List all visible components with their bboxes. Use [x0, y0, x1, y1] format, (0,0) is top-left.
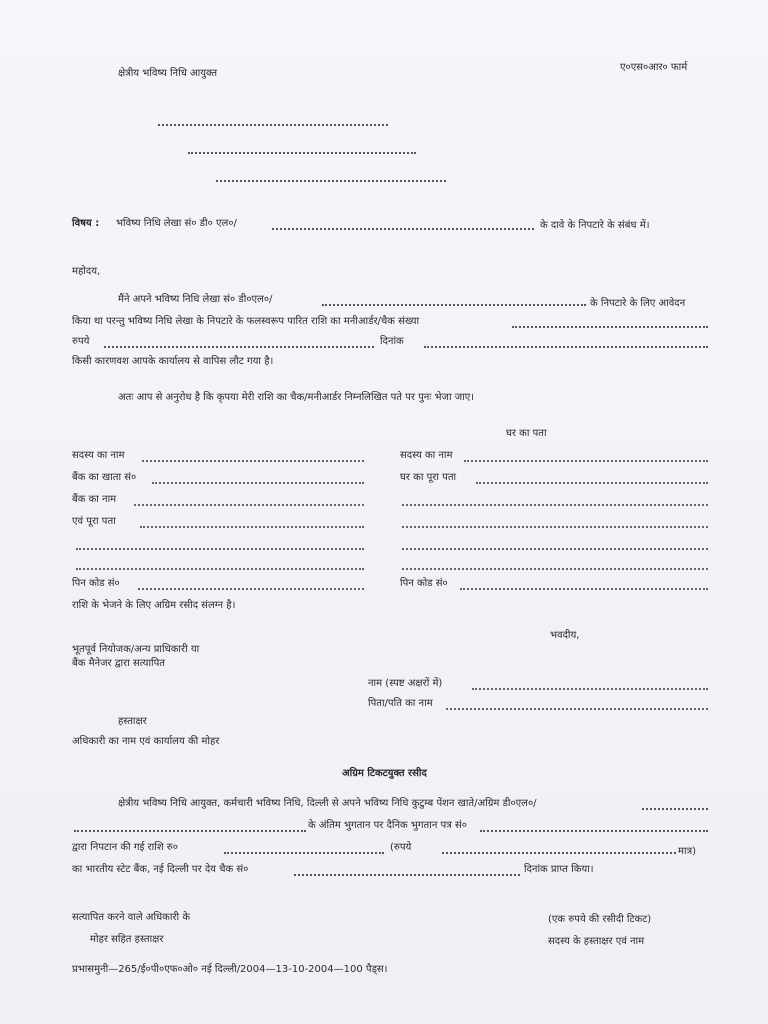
attestor-line-1: भूतपूर्व नियोजक/अन्य प्राधिकारी या: [72, 644, 200, 655]
right-address-line-4[interactable]: [402, 548, 708, 550]
address-dots-2: [188, 152, 416, 154]
body-line1-start: मैंने अपने भविष्य निधि लेखा सं० डी०एल०/: [118, 294, 273, 305]
member-signature-label: सदस्य के हस्ताक्षर एवं नाम: [548, 936, 645, 947]
right-address-line-3[interactable]: [402, 526, 708, 528]
right-pin-code: पिन कोड सं०: [400, 578, 448, 589]
attestor-line-2: बैंक मैनेजर द्वारा सत्यापित: [72, 658, 166, 669]
body-request: अतः आप से अनुरोध है कि कृपया मेरी राशि का चैक/मनीआर्डर निम्नलिखित पते पर पुनः भेजा जाए।: [118, 392, 475, 403]
receipt-line3-start: द्वारा निपटान की गई राशि रु०: [72, 842, 178, 853]
body-rupees: रुपये: [72, 336, 90, 347]
revenue-stamp-label: (एक रुपये की रसीदी टिकट): [548, 914, 652, 925]
subject-suffix: के दावे के निपटारे के संबंध में।: [540, 220, 650, 231]
name-capital-field[interactable]: [472, 688, 708, 690]
right-address-line-5[interactable]: [402, 568, 708, 570]
right-full-address: घर का पूरा पता: [400, 472, 457, 483]
left-pin-code-field[interactable]: [138, 588, 364, 590]
left-address-line-2[interactable]: [76, 548, 364, 550]
subject-text: भविष्य निधि लेखा सं० डी० एल०/: [116, 218, 237, 229]
body-line4: किसी कारणवश आपके कार्यालय से वापिस लौट गया है।: [72, 356, 274, 367]
left-pin-code: पिन कोड सं०: [72, 578, 120, 589]
receipt-cheque-dots: [294, 874, 520, 876]
father-husband-field[interactable]: [446, 708, 708, 710]
receipt-line1: क्षेत्रीय भविष्य निधि आयुक्त, कर्मचारी भविष्य निधि, दिल्ली से अपने भविष्य निधि कुटुम्ब पेंशन खाते/अग्रिम डी०एल०/: [118, 798, 537, 809]
name-capital-label: नाम (स्पष्ट अक्षरों में): [368, 678, 443, 689]
right-address-line-2[interactable]: [402, 504, 708, 506]
receipt-amount-dots: [224, 852, 384, 854]
receipt-line3-mid: (रुपये: [390, 842, 412, 853]
receipt-note: राशि के भेजने के लिए अग्रिम रसीद संलग्न है।: [72, 600, 236, 611]
body-rupees-dots: [104, 346, 374, 348]
officer-seal-label: अधिकारी का नाम एवं कार्यालय की मोहर: [72, 736, 220, 747]
body-line2: किया था परन्तु भविष्य निधि लेखा के निपटारे के फलस्वरूप पारित राशि का मनीआर्डर/चैक संख्या: [72, 316, 420, 327]
imprint-line: प्रभासमुनी—265/ई०पी०एफ०ओ० नई दिल्ली/2004—13-10-2004—100 पैड्स।: [72, 964, 388, 975]
right-full-address-field[interactable]: [476, 482, 708, 484]
receipt-line4-end: दिनांक प्राप्त किया।: [524, 864, 594, 875]
right-member-name: सदस्य का नाम: [400, 450, 453, 461]
form-code: ए०एस०आर० फार्म: [620, 62, 688, 73]
address-dots-1: [158, 124, 388, 126]
receipt-line1-dots: [642, 808, 708, 810]
left-member-name-field[interactable]: [142, 460, 364, 462]
receipt-line4-start: का भारतीय स्टेट बैंक, नई दिल्ली पर देय चैक सं०: [72, 864, 249, 875]
receipt-line2-dots: [74, 830, 306, 832]
left-bank-account-field[interactable]: [152, 482, 364, 484]
address-dots-3: [216, 180, 446, 182]
left-bank-name: बैंक का नाम: [72, 494, 117, 505]
subject-dots: [272, 228, 534, 230]
left-full-address: एवं पूरा पता: [72, 516, 116, 527]
body-line1-dots: [322, 304, 586, 306]
home-address-heading: घर का पता: [506, 428, 547, 439]
receipt-line2-end-dots: [480, 830, 708, 832]
right-member-name-field[interactable]: [464, 460, 708, 462]
receipt-line2: के अंतिम भुगतान पर दैनिक भुगतान पत्र सं०: [308, 820, 467, 831]
signature-label: हस्ताक्षर: [118, 716, 147, 727]
left-bank-name-field[interactable]: [134, 504, 364, 506]
body-line1-end: के निपटारे के लिए आवेदन: [590, 298, 686, 309]
body-date-dots: [424, 346, 708, 348]
body-date: दिनांक: [380, 336, 404, 347]
addressee: क्षेत्रीय भविष्य निधि आयुक्त: [118, 68, 218, 79]
receipt-words-dots: [442, 852, 676, 854]
attesting-officer-1: सत्यापित करने वाले अधिकारी के: [72, 912, 190, 923]
left-full-address-field[interactable]: [140, 526, 364, 528]
left-address-line-3[interactable]: [76, 568, 364, 570]
left-member-name: सदस्य का नाम: [72, 450, 125, 461]
left-bank-account: बैंक का खाता सं०: [72, 472, 137, 483]
yours-faithfully: भवदीय,: [550, 630, 580, 641]
salutation: महोदय,: [72, 266, 101, 277]
right-pin-code-field[interactable]: [460, 588, 708, 590]
receipt-heading: अग्रिम टिकटयुक्त रसीद: [342, 768, 427, 779]
body-line2-dots: [512, 326, 708, 328]
attesting-officer-2: मोहर सहित हस्ताक्षर: [90, 934, 164, 945]
father-husband-label: पिता/पति का नाम: [368, 698, 433, 709]
receipt-line3-end: मात्र): [678, 846, 696, 857]
subject-label: विषय :: [72, 218, 100, 229]
